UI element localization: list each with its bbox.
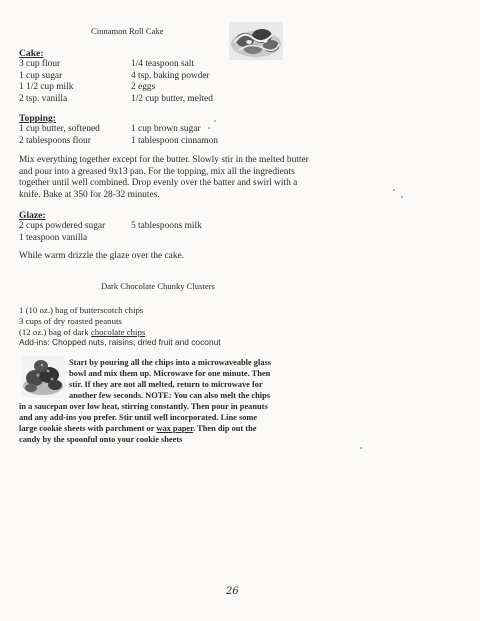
cake-instructions: Mix everything together except for the butter. Slowly stir in the melted butter and pour into a greased 9x13 pan. For the topping, mix all the ingredients together until well combined. Drop evenly over the batter and swirl with a knife. Bake at 350 for 28-32 minutes. xyxy=(19,155,309,200)
recipe-title-chocolate-clusters: Dark Chocolate Chunky Clusters xyxy=(101,281,215,291)
instruction-line: candy by the spoonful onto your cookie sheets xyxy=(19,434,183,444)
ingredient: Add-ins: Chopped nuts, raisins, dried fruit and coconut xyxy=(19,337,221,348)
ingredient: 2 tsp. vanilla xyxy=(19,93,68,104)
ingredient: 2 cups powdered sugar xyxy=(19,221,106,231)
ingredient: 1/2 cup butter, melted xyxy=(131,93,213,104)
ingredient: 2 eggs xyxy=(131,82,156,92)
page-number: 26 xyxy=(226,586,239,597)
ingredient: 1/4 teaspoon salt xyxy=(131,59,195,69)
scan-speck xyxy=(360,447,362,449)
scan-speck xyxy=(401,196,403,198)
scan-speck xyxy=(393,189,395,191)
topping-ingredients-right xyxy=(131,124,218,147)
ingredient: 3 cups of dry roasted peanuts xyxy=(19,315,122,326)
topping-heading: Topping: xyxy=(19,113,56,124)
ingredient: 1 cup butter, softened xyxy=(19,124,100,134)
cake-heading: Cake: xyxy=(19,48,44,59)
ingredient-underlined-text: chocolate chips xyxy=(90,326,146,337)
instruction-line: in a saucepan over low heat, stirring constantly. Then pour in peanuts xyxy=(19,402,268,411)
chocolate-clusters-photo xyxy=(21,356,65,398)
instruction-line: another few seconds. NOTE: You can also melt the chips xyxy=(69,390,271,400)
instruction-text: large cookie sheets with parchment or xyxy=(19,423,157,433)
cake-ingredients-left xyxy=(19,59,73,105)
ingredient: 1 cup sugar xyxy=(19,70,63,81)
instruction-line xyxy=(19,424,268,435)
ingredient: 1 1/2 cup milk xyxy=(19,82,74,92)
glaze-ingredients-left xyxy=(19,221,105,244)
instruction-line: and any add-ins you prefer. Stir until well incorporated. Line some xyxy=(19,412,258,422)
ingredient: 1 teaspoon vanilla xyxy=(19,232,88,243)
ingredient: 1 tablespoon cinnamon xyxy=(131,135,218,146)
cluster-instructions-continued xyxy=(19,402,268,446)
ingredient: 1 (10 oz.) bag of butterscotch chips xyxy=(19,305,144,315)
instruction-underlined-text: wax paper xyxy=(156,423,194,433)
ingredient-text: (12 oz.) bag of dark xyxy=(19,326,91,337)
topping-ingredients-left xyxy=(19,124,100,147)
ingredient: 3 cup flour xyxy=(19,59,61,69)
glaze-ingredients-right xyxy=(131,221,202,233)
instruction-line: bowl and mix them up. Microwave for one minute. Then xyxy=(69,368,271,378)
instruction-text: . Then dip out the xyxy=(193,423,257,433)
cluster-instructions-intro xyxy=(69,358,271,402)
instruction-line: Start by pouring all the chips into a microwaveable glass xyxy=(69,358,272,367)
instruction-line: stir. If they are not all melted, return to microwave for xyxy=(69,379,263,389)
cake-ingredients-right xyxy=(131,59,213,105)
cluster-ingredients xyxy=(19,305,221,348)
glaze-instructions: While warm drizzle the glaze over the cake. xyxy=(19,251,185,261)
glaze-heading: Glaze: xyxy=(19,210,46,221)
ingredient: 4 tsp. baking powder xyxy=(131,70,210,81)
scan-speck xyxy=(214,120,216,122)
recipe-title-cinnamon-roll-cake: Cinnamon Roll Cake xyxy=(91,26,164,36)
cinnamon-roll-cake-photo xyxy=(229,22,283,60)
ingredient xyxy=(19,327,221,338)
ingredient: 2 tablespoons flour xyxy=(19,135,91,146)
scan-speck xyxy=(208,127,210,129)
ingredient: 1 cup brown sugar xyxy=(131,124,201,134)
ingredient: 5 tablespoons milk xyxy=(131,221,202,231)
